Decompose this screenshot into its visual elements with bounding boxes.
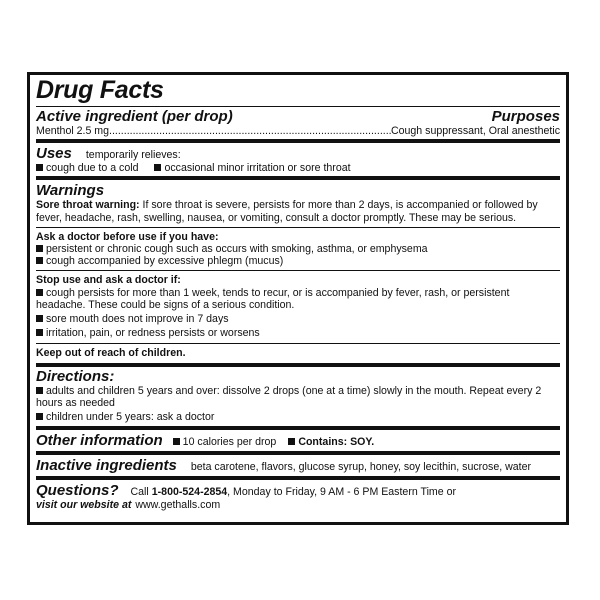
active-ingredient-heading: Active ingredient (per drop) bbox=[36, 108, 233, 125]
uses-intro: temporarily relieves: bbox=[85, 149, 181, 162]
ask-doctor-section bbox=[36, 227, 560, 271]
warnings-section bbox=[36, 176, 560, 226]
leader-dots bbox=[109, 125, 391, 137]
uses-heading: Uses bbox=[36, 145, 72, 163]
sore-throat-warning bbox=[36, 199, 560, 223]
website-link[interactable]: www.gethalls.com bbox=[135, 499, 221, 512]
inactive-ingredients-heading: Inactive ingredients bbox=[36, 457, 177, 475]
ask-doctor-heading: Ask a doctor before use if you have: bbox=[36, 230, 219, 243]
sore-throat-text: If sore throat is severe, persists for more than 2 days, is accompanied or followed by fever, headache, rash, swelling, nausea, or vomiting, consult a doctor promptly. These may be serious. bbox=[36, 199, 538, 224]
ask-doctor-item: persistent or chronic cough such as occurs with smoking, asthma, or emphysema bbox=[36, 243, 560, 255]
bullet-icon bbox=[173, 438, 180, 445]
bullet-icon bbox=[36, 164, 43, 171]
stop-use-item: sore mouth does not improve in 7 days bbox=[36, 313, 560, 325]
inactive-ingredients-text: beta carotene, flavors, glucose syrup, honey, soy lecithin, sucrose, water bbox=[190, 461, 532, 474]
bullet-icon bbox=[288, 438, 295, 445]
other-information-heading: Other information bbox=[36, 432, 163, 450]
stop-use-heading: Stop use and ask a doctor if: bbox=[36, 274, 181, 287]
phone-number: 1-800-524-2854 bbox=[151, 486, 228, 499]
bullet-icon bbox=[36, 257, 43, 264]
active-ingredient-section bbox=[36, 106, 560, 139]
directions-item: children under 5 years: ask a doctor bbox=[36, 411, 560, 423]
uses-item: cough due to a cold bbox=[36, 162, 138, 174]
active-ingredient-name: Menthol 2.5 mg bbox=[36, 125, 110, 137]
drug-facts-title: Drug Facts bbox=[36, 76, 164, 104]
bullet-icon bbox=[154, 164, 161, 171]
stop-use-section bbox=[36, 270, 560, 343]
ask-doctor-item: cough accompanied by excessive phlegm (mucus) bbox=[36, 255, 560, 267]
warnings-heading: Warnings bbox=[36, 182, 105, 200]
bullet-icon bbox=[36, 289, 43, 296]
drug-facts-panel bbox=[27, 72, 569, 525]
stop-use-item: irritation, pain, or redness persists or worsens bbox=[36, 327, 560, 339]
directions-heading: Directions: bbox=[36, 367, 115, 385]
uses-section bbox=[36, 139, 560, 176]
call-prefix: Call bbox=[130, 486, 149, 499]
keep-out-section bbox=[36, 343, 560, 362]
stop-use-item: cough persists for more than 1 week, tends to recur, or is accompanied by fever, rash, or persistent headache. These could be signs of a serious condition. bbox=[36, 286, 510, 311]
bullet-icon bbox=[36, 329, 43, 336]
keep-out-text: Keep out of reach of children. bbox=[36, 347, 186, 360]
directions-section bbox=[36, 363, 560, 427]
other-information-section bbox=[36, 426, 560, 451]
inactive-ingredients-section bbox=[36, 451, 560, 476]
active-ingredient-purpose: Cough suppressant, Oral anesthetic bbox=[390, 125, 560, 137]
bullet-icon bbox=[36, 315, 43, 322]
bullet-icon bbox=[36, 413, 43, 420]
contains-item: Contains: SOY. bbox=[288, 436, 374, 448]
purposes-heading: Purposes bbox=[491, 108, 560, 125]
uses-item: occasional minor irritation or sore throat bbox=[154, 162, 350, 174]
bullet-icon bbox=[36, 387, 43, 394]
questions-heading: Questions? bbox=[36, 482, 119, 500]
questions-section bbox=[36, 476, 560, 511]
website-label: visit our website at bbox=[36, 499, 132, 512]
directions-item: adults and children 5 years and over: dissolve 2 drops (one at a time) slowly in the mouth. Repeat every 2 hours as needed bbox=[36, 384, 542, 409]
calories-item: 10 calories per drop bbox=[173, 436, 277, 448]
sore-throat-label: Sore throat warning: bbox=[36, 199, 140, 212]
bullet-icon bbox=[36, 245, 43, 252]
hours-text: , Monday to Friday, 9 AM - 6 PM Eastern Time or bbox=[227, 486, 456, 499]
